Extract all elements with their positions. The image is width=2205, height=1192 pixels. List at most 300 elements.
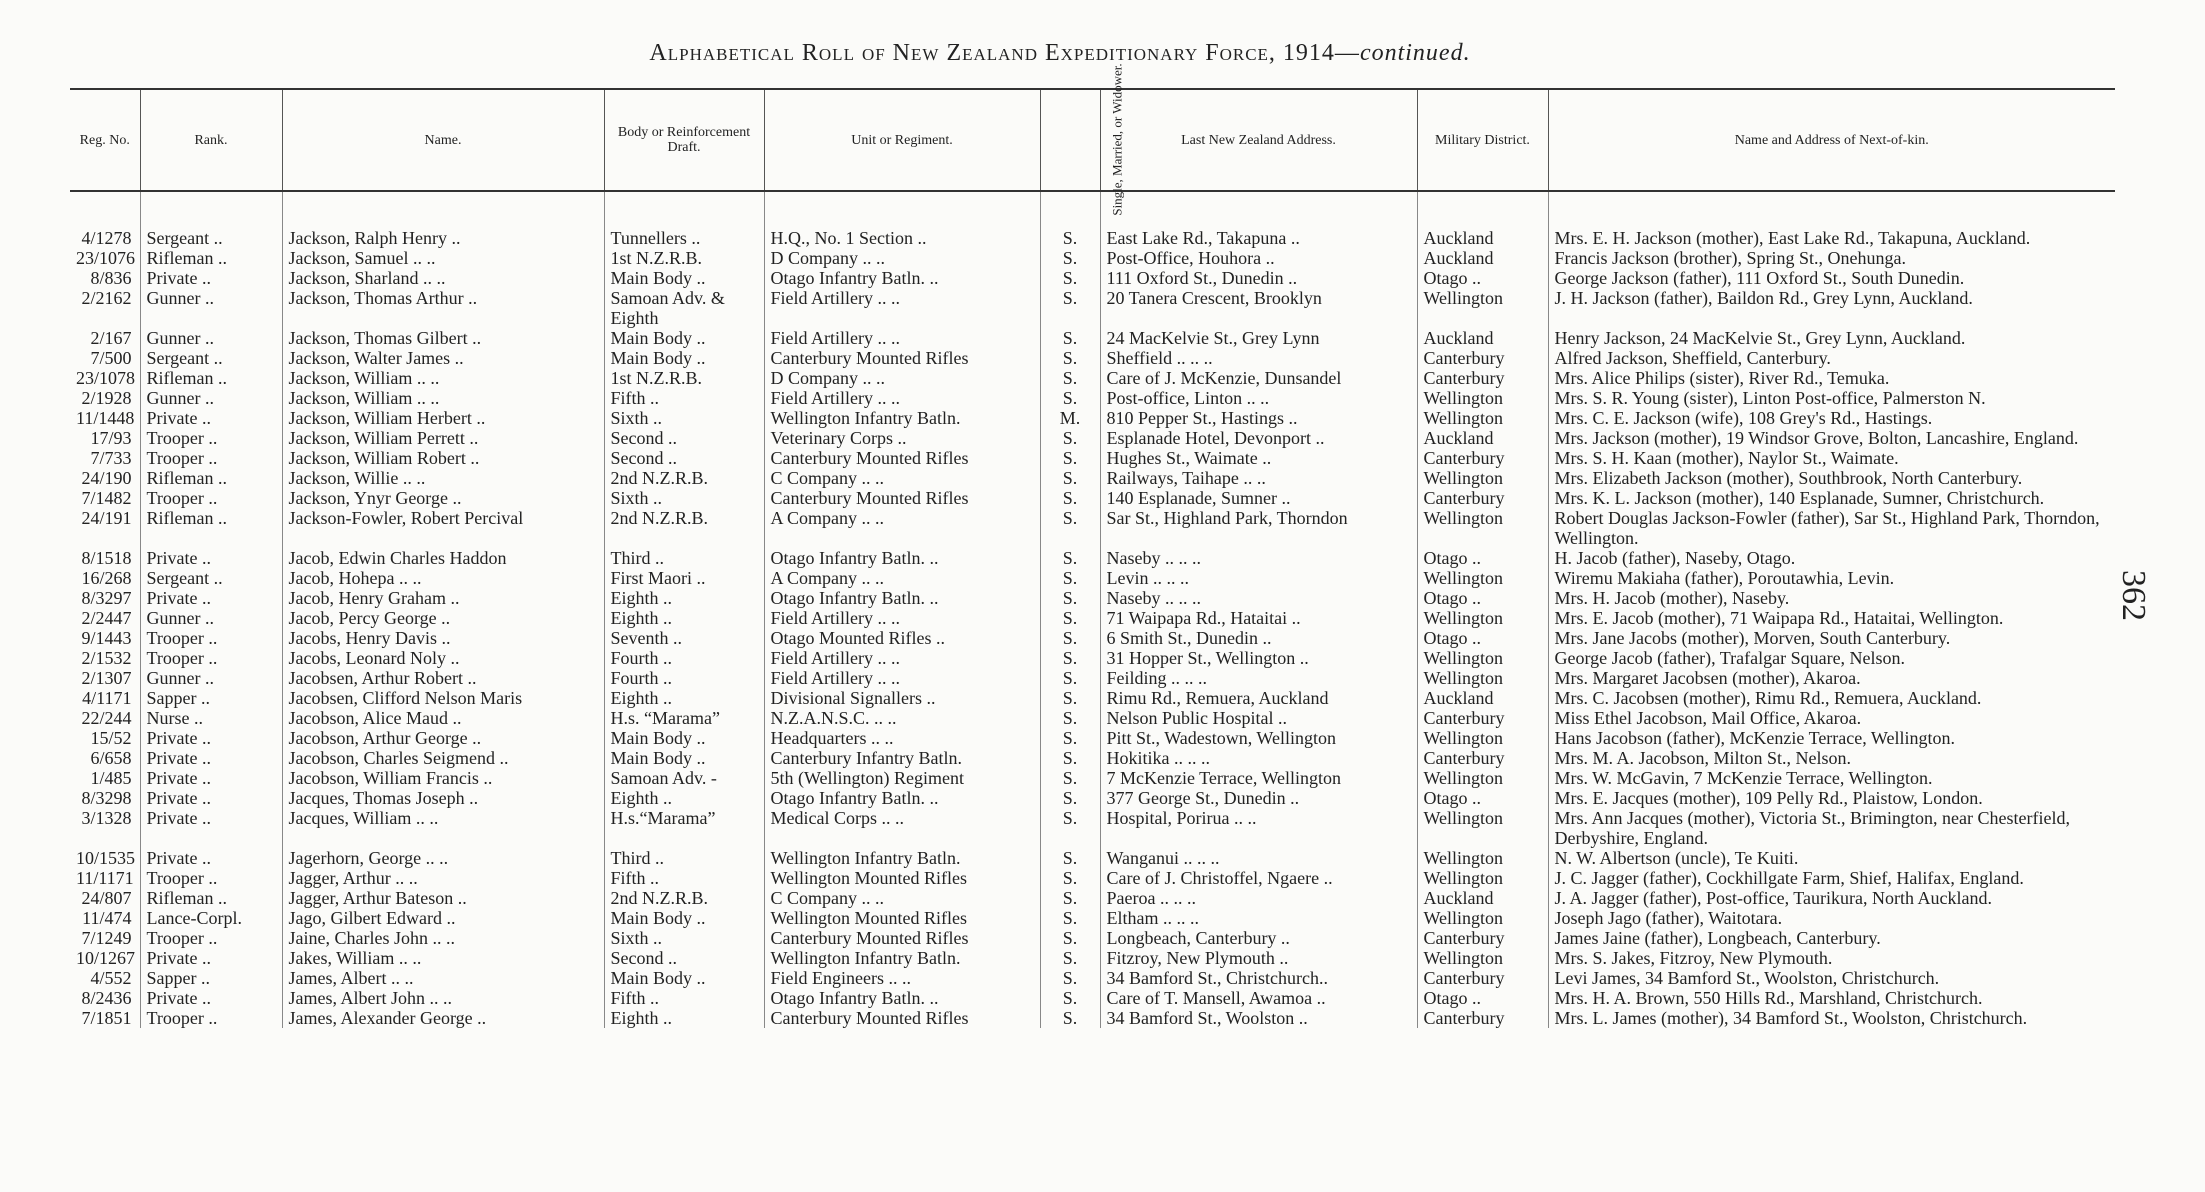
reg-no-cell: 4/1171: [82, 688, 132, 708]
rank-cell: Private ..: [140, 588, 282, 608]
table-row: [70, 388, 2115, 408]
reg-no-cell: 2/1307: [81, 668, 132, 688]
status-cell: S.: [1040, 268, 1100, 288]
rank-cell: Trooper ..: [140, 428, 282, 448]
unit-cell: Field Artillery .. ..: [764, 648, 1040, 668]
next-of-kin-cell: Mrs. C. Jacobsen (mother), Rimu Rd., Remuera, Auckland.: [1548, 688, 2115, 708]
next-of-kin-cell: James Jaine (father), Longbeach, Canterbury.: [1548, 928, 2115, 948]
district-cell: Canterbury: [1417, 1008, 1548, 1028]
district-cell: Canterbury: [1417, 968, 1548, 988]
next-of-kin-cell: Alfred Jackson, Sheffield, Canterbury.: [1548, 348, 2115, 368]
unit-cell: D Company .. ..: [764, 248, 1040, 268]
name-cell: Jagerhorn, George .. ..: [282, 848, 604, 868]
name-cell: Jacques, Thomas Joseph ..: [282, 788, 604, 808]
name-cell: Jackson, Walter James ..: [282, 348, 604, 368]
next-of-kin-cell: J. A. Jagger (father), Post-office, Taurikura, North Auckland.: [1548, 888, 2115, 908]
table-row: [70, 588, 2115, 608]
unit-cell: Field Engineers .. ..: [764, 968, 1040, 988]
table-row: [70, 888, 2115, 908]
district-cell: Wellington: [1417, 868, 1548, 888]
reg-no-cell: 3/1328: [81, 808, 132, 828]
address-cell: Post-office, Linton .. ..: [1100, 388, 1417, 408]
rank-cell: Trooper ..: [140, 928, 282, 948]
body-cell: Tunnellers ..: [604, 228, 764, 248]
next-of-kin-cell: George Jackson (father), 111 Oxford St., South Dunedin.: [1548, 268, 2115, 288]
rank-cell: Sapper ..: [140, 968, 282, 988]
next-of-kin-cell: Mrs. S. H. Kaan (mother), Naylor St., Waimate.: [1548, 448, 2115, 468]
district-cell: Wellington: [1417, 728, 1548, 748]
body-cell: Main Body ..: [604, 268, 764, 288]
name-cell: Jacobs, Henry Davis ..: [282, 628, 604, 648]
rank-cell: Private ..: [140, 988, 282, 1008]
status-cell: S.: [1040, 228, 1100, 248]
name-cell: Jackson, Thomas Arthur ..: [282, 288, 604, 328]
reg-no-cell: 4/1278: [81, 228, 132, 248]
reg-no-cell: 8/836: [90, 268, 132, 288]
reg-no-cell: 11/474: [82, 908, 132, 928]
body-cell: Fifth ..: [604, 388, 764, 408]
name-cell: Jacobsen, Clifford Nelson Maris: [282, 688, 604, 708]
name-cell: Jacobson, Alice Maud ..: [282, 708, 604, 728]
address-cell: 140 Esplanade, Sumner ..: [1100, 488, 1417, 508]
table-row: [70, 628, 2115, 648]
unit-cell: A Company .. ..: [764, 508, 1040, 548]
name-cell: Jaine, Charles John .. ..: [282, 928, 604, 948]
reg-no-cell: 2/167: [90, 328, 132, 348]
address-cell: Eltham .. .. ..: [1100, 908, 1417, 928]
address-cell: Wanganui .. .. ..: [1100, 848, 1417, 868]
address-cell: Fitzroy, New Plymouth ..: [1100, 948, 1417, 968]
district-cell: Otago ..: [1417, 988, 1548, 1008]
rank-cell: Gunner ..: [140, 388, 282, 408]
body-cell: 2nd N.Z.R.B.: [604, 888, 764, 908]
roll-table: [70, 63, 2115, 1028]
name-cell: Jacobs, Leonard Noly ..: [282, 648, 604, 668]
unit-cell: Wellington Mounted Rifles: [764, 868, 1040, 888]
rank-cell: Gunner ..: [140, 668, 282, 688]
district-cell: Otago ..: [1417, 268, 1548, 288]
unit-cell: Canterbury Mounted Rifles: [764, 448, 1040, 468]
unit-cell: H.Q., No. 1 Section ..: [764, 228, 1040, 248]
status-cell: S.: [1040, 448, 1100, 468]
next-of-kin-cell: Hans Jacobson (father), McKenzie Terrace, Wellington.: [1548, 728, 2115, 748]
table-row: [70, 788, 2115, 808]
next-of-kin-cell: Levi James, 34 Bamford St., Woolston, Christchurch.: [1548, 968, 2115, 988]
address-cell: Care of J. Christoffel, Ngaere ..: [1100, 868, 1417, 888]
name-cell: James, Albert John .. ..: [282, 988, 604, 1008]
body-cell: Seventh ..: [604, 628, 764, 648]
reg-no-cell: 22/244: [81, 708, 132, 728]
body-cell: Eighth ..: [604, 588, 764, 608]
name-cell: Jackson, Ralph Henry ..: [282, 228, 604, 248]
district-cell: Canterbury: [1417, 368, 1548, 388]
rank-cell: Private ..: [140, 808, 282, 848]
status-cell: S.: [1040, 428, 1100, 448]
district-cell: Wellington: [1417, 508, 1548, 548]
unit-cell: Otago Infantry Batln. ..: [764, 588, 1040, 608]
rank-cell: Trooper ..: [140, 1008, 282, 1028]
name-cell: Jackson, William Perrett ..: [282, 428, 604, 448]
header-row: [70, 89, 2115, 191]
reg-no-cell: 7/1482: [81, 488, 132, 508]
name-cell: Jacobson, William Francis ..: [282, 768, 604, 788]
address-cell: Post-Office, Houhora ..: [1100, 248, 1417, 268]
status-cell: S.: [1040, 628, 1100, 648]
district-cell: Wellington: [1417, 608, 1548, 628]
name-cell: Jackson-Fowler, Robert Percival: [282, 508, 604, 548]
reg-no-cell: 10/1535: [76, 848, 136, 868]
body-cell: Sixth ..: [604, 408, 764, 428]
table-row: [70, 508, 2115, 548]
rank-cell: Private ..: [140, 408, 282, 428]
table-row: [70, 708, 2115, 728]
name-cell: Jacob, Percy George ..: [282, 608, 604, 628]
address-cell: Care of J. McKenzie, Dunsandel: [1100, 368, 1417, 388]
status-cell: S.: [1040, 888, 1100, 908]
district-cell: Wellington: [1417, 848, 1548, 868]
table-row: [70, 648, 2115, 668]
rank-cell: Private ..: [140, 728, 282, 748]
rank-cell: Sapper ..: [140, 688, 282, 708]
unit-cell: Canterbury Mounted Rifles: [764, 928, 1040, 948]
address-cell: 810 Pepper St., Hastings ..: [1100, 408, 1417, 428]
district-cell: Otago ..: [1417, 628, 1548, 648]
unit-cell: Otago Infantry Batln. ..: [764, 268, 1040, 288]
next-of-kin-cell: Mrs. C. E. Jackson (wife), 108 Grey's Rd., Hastings.: [1548, 408, 2115, 428]
unit-cell: Field Artillery .. ..: [764, 668, 1040, 688]
status-cell: S.: [1040, 748, 1100, 768]
district-cell: Wellington: [1417, 388, 1548, 408]
status-cell: S.: [1040, 508, 1100, 548]
table-row: [70, 1008, 2115, 1028]
address-cell: Pitt St., Wadestown, Wellington: [1100, 728, 1417, 748]
table-row: [70, 868, 2115, 888]
name-cell: Jackson, William Robert ..: [282, 448, 604, 468]
table-row: [70, 408, 2115, 428]
address-cell: Hokitika .. .. ..: [1100, 748, 1417, 768]
address-cell: Feilding .. .. ..: [1100, 668, 1417, 688]
address-cell: Levin .. .. ..: [1100, 568, 1417, 588]
rank-cell: Gunner ..: [140, 608, 282, 628]
spacer-row: [70, 191, 2115, 228]
body-cell: Main Body ..: [604, 348, 764, 368]
reg-no-cell: 8/3298: [81, 788, 132, 808]
page-number: 362: [2115, 570, 2152, 621]
header-address: Last New Zealand Address.: [1100, 89, 1417, 191]
address-cell: 34 Bamford St., Woolston ..: [1100, 1008, 1417, 1028]
status-cell: S.: [1040, 648, 1100, 668]
status-cell: S.: [1040, 328, 1100, 348]
address-cell: Railways, Taihape .. ..: [1100, 468, 1417, 488]
next-of-kin-cell: Mrs. Elizabeth Jackson (mother), Southbrook, North Canterbury.: [1548, 468, 2115, 488]
unit-cell: Otago Infantry Batln. ..: [764, 788, 1040, 808]
name-cell: Jacob, Hohepa .. ..: [282, 568, 604, 588]
status-cell: S.: [1040, 948, 1100, 968]
status-cell: S.: [1040, 688, 1100, 708]
next-of-kin-cell: Henry Jackson, 24 MacKelvie St., Grey Lynn, Auckland.: [1548, 328, 2115, 348]
rank-cell: Nurse ..: [140, 708, 282, 728]
status-cell: S.: [1040, 468, 1100, 488]
table-row: [70, 248, 2115, 268]
body-cell: 1st N.Z.R.B.: [604, 368, 764, 388]
status-cell: S.: [1040, 348, 1100, 368]
unit-cell: Divisional Signallers ..: [764, 688, 1040, 708]
address-cell: 7 McKenzie Terrace, Wellington: [1100, 768, 1417, 788]
body-cell: Fourth ..: [604, 648, 764, 668]
address-cell: Sheffield .. .. ..: [1100, 348, 1417, 368]
status-cell: S.: [1040, 568, 1100, 588]
next-of-kin-cell: Mrs. K. L. Jackson (mother), 140 Esplanade, Sumner, Christchurch.: [1548, 488, 2115, 508]
next-of-kin-cell: Mrs. E. Jacques (mother), 109 Pelly Rd., Plaistow, London.: [1548, 788, 2115, 808]
rank-cell: Private ..: [140, 268, 282, 288]
next-of-kin-cell: J. C. Jagger (father), Cockhillgate Farm, Shief, Halifax, England.: [1548, 868, 2115, 888]
body-cell: Second ..: [604, 448, 764, 468]
next-of-kin-cell: Mrs. Margaret Jacobsen (mother), Akaroa.: [1548, 668, 2115, 688]
district-cell: Wellington: [1417, 288, 1548, 328]
status-cell: S.: [1040, 728, 1100, 748]
district-cell: Otago ..: [1417, 548, 1548, 568]
unit-cell: Wellington Infantry Batln.: [764, 848, 1040, 868]
unit-cell: Wellington Mounted Rifles: [764, 908, 1040, 928]
district-cell: Wellington: [1417, 408, 1548, 428]
body-cell: Third ..: [604, 848, 764, 868]
body-cell: 2nd N.Z.R.B.: [604, 468, 764, 488]
address-cell: 31 Hopper St., Wellington ..: [1100, 648, 1417, 668]
status-cell: S.: [1040, 548, 1100, 568]
unit-cell: Otago Mounted Rifles ..: [764, 628, 1040, 648]
name-cell: Jackson, Thomas Gilbert ..: [282, 328, 604, 348]
next-of-kin-cell: Mrs. H. A. Brown, 550 Hills Rd., Marshland, Christchurch.: [1548, 988, 2115, 1008]
status-cell: M.: [1040, 408, 1100, 428]
table-row: [70, 448, 2115, 468]
address-cell: 34 Bamford St., Christchurch..: [1100, 968, 1417, 988]
district-cell: Wellington: [1417, 568, 1548, 588]
reg-no-cell: 23/1078: [76, 368, 136, 388]
name-cell: Jagger, Arthur Bateson ..: [282, 888, 604, 908]
table-row: [70, 728, 2115, 748]
reg-no-cell: 7/1851: [81, 1008, 132, 1028]
table-row: [70, 668, 2115, 688]
name-cell: Jackson, Sharland .. ..: [282, 268, 604, 288]
header-body: Body or Reinforcement Draft.: [604, 89, 764, 191]
name-cell: Jacob, Edwin Charles Haddon: [282, 548, 604, 568]
name-cell: Jackson, William Herbert ..: [282, 408, 604, 428]
reg-no-cell: 11/1448: [76, 408, 135, 428]
unit-cell: C Company .. ..: [764, 468, 1040, 488]
name-cell: Jacobsen, Arthur Robert ..: [282, 668, 604, 688]
rank-cell: Private ..: [140, 548, 282, 568]
address-cell: Sar St., Highland Park, Thorndon: [1100, 508, 1417, 548]
unit-cell: Veterinary Corps ..: [764, 428, 1040, 448]
rank-cell: Private ..: [140, 848, 282, 868]
district-cell: Wellington: [1417, 468, 1548, 488]
district-cell: Wellington: [1417, 808, 1548, 848]
header-status-label: Single, Married, or Widower.: [1109, 63, 1125, 216]
table-row: [70, 228, 2115, 248]
name-cell: James, Alexander George ..: [282, 1008, 604, 1028]
status-cell: S.: [1040, 868, 1100, 888]
table-row: [70, 548, 2115, 568]
body-cell: H.s.“Marama”: [604, 808, 764, 848]
address-cell: Naseby .. .. ..: [1100, 548, 1417, 568]
rank-cell: Gunner ..: [140, 328, 282, 348]
address-cell: Nelson Public Hospital ..: [1100, 708, 1417, 728]
name-cell: Jackson, William .. ..: [282, 388, 604, 408]
unit-cell: 5th (Wellington) Regiment: [764, 768, 1040, 788]
district-cell: Canterbury: [1417, 448, 1548, 468]
reg-no-cell: 7/1249: [81, 928, 132, 948]
status-cell: S.: [1040, 588, 1100, 608]
unit-cell: Canterbury Mounted Rifles: [764, 488, 1040, 508]
table-row: [70, 428, 2115, 448]
address-cell: Hughes St., Waimate ..: [1100, 448, 1417, 468]
header-name: Name.: [282, 89, 604, 191]
next-of-kin-cell: Mrs. W. McGavin, 7 McKenzie Terrace, Wellington.: [1548, 768, 2115, 788]
next-of-kin-cell: Miss Ethel Jacobson, Mail Office, Akaroa.: [1548, 708, 2115, 728]
table-row: [70, 368, 2115, 388]
district-cell: Canterbury: [1417, 488, 1548, 508]
rank-cell: Rifleman ..: [140, 368, 282, 388]
district-cell: Otago ..: [1417, 788, 1548, 808]
table-row: [70, 488, 2115, 508]
unit-cell: Wellington Infantry Batln.: [764, 948, 1040, 968]
table-row: [70, 568, 2115, 588]
unit-cell: Field Artillery .. ..: [764, 608, 1040, 628]
reg-no-cell: 8/1518: [81, 548, 132, 568]
table-row: [70, 328, 2115, 348]
rank-cell: Rifleman ..: [140, 888, 282, 908]
district-cell: Auckland: [1417, 888, 1548, 908]
unit-cell: Canterbury Infantry Batln.: [764, 748, 1040, 768]
body-cell: Main Body ..: [604, 968, 764, 988]
address-cell: 24 MacKelvie St., Grey Lynn: [1100, 328, 1417, 348]
address-cell: 377 George St., Dunedin ..: [1100, 788, 1417, 808]
status-cell: S.: [1040, 848, 1100, 868]
title-prefix: Alphabetical Roll of New Zealand Expeditionary Force, 1914—: [649, 40, 1360, 66]
header-district: Military District.: [1417, 89, 1548, 191]
reg-no-cell: 23/1076: [76, 248, 136, 268]
district-cell: Wellington: [1417, 648, 1548, 668]
next-of-kin-cell: Mrs. E. H. Jackson (mother), East Lake Rd., Takapuna, Auckland.: [1548, 228, 2115, 248]
rank-cell: Trooper ..: [140, 448, 282, 468]
reg-no-cell: 2/1532: [81, 648, 132, 668]
table-row: [70, 608, 2115, 628]
rank-cell: Gunner ..: [140, 288, 282, 328]
status-cell: S.: [1040, 768, 1100, 788]
reg-no-cell: 4/552: [90, 968, 132, 988]
header-status: [1040, 63, 1125, 216]
body-cell: Fifth ..: [604, 988, 764, 1008]
name-cell: Jackson, Ynyr George ..: [282, 488, 604, 508]
body-cell: Third ..: [604, 548, 764, 568]
next-of-kin-cell: Francis Jackson (brother), Spring St., Onehunga.: [1548, 248, 2115, 268]
table-row: [70, 688, 2115, 708]
header-next-of-kin: Name and Address of Next-of-kin.: [1548, 89, 2115, 191]
status-cell: S.: [1040, 788, 1100, 808]
body-cell: Eighth ..: [604, 688, 764, 708]
rank-cell: Trooper ..: [140, 488, 282, 508]
status-cell: S.: [1040, 928, 1100, 948]
rank-cell: Rifleman ..: [140, 508, 282, 548]
status-cell: S.: [1040, 368, 1100, 388]
name-cell: Jakes, William .. ..: [282, 948, 604, 968]
body-cell: Eighth ..: [604, 608, 764, 628]
district-cell: Wellington: [1417, 668, 1548, 688]
body-cell: H.s. “Marama”: [604, 708, 764, 728]
reg-no-cell: 17/93: [90, 428, 132, 448]
reg-no-cell: 2/2162: [81, 288, 132, 308]
address-cell: Care of T. Mansell, Awamoa ..: [1100, 988, 1417, 1008]
table-row: [70, 748, 2115, 768]
unit-cell: Wellington Infantry Batln.: [764, 408, 1040, 428]
unit-cell: N.Z.A.N.S.C. .. ..: [764, 708, 1040, 728]
district-cell: Canterbury: [1417, 708, 1548, 728]
unit-cell: Headquarters .. ..: [764, 728, 1040, 748]
district-cell: Auckland: [1417, 428, 1548, 448]
status-cell: S.: [1040, 668, 1100, 688]
district-cell: Canterbury: [1417, 748, 1548, 768]
reg-no-cell: 7/500: [90, 348, 132, 368]
table-row: [70, 268, 2115, 288]
reg-no-cell: 24/190: [81, 468, 132, 488]
unit-cell: Field Artillery .. ..: [764, 328, 1040, 348]
unit-cell: C Company .. ..: [764, 888, 1040, 908]
body-cell: Eighth ..: [604, 1008, 764, 1028]
body-cell: 2nd N.Z.R.B.: [604, 508, 764, 548]
status-cell: S.: [1040, 708, 1100, 728]
address-cell: 71 Waipapa Rd., Hataitai ..: [1100, 608, 1417, 628]
address-cell: 20 Tanera Crescent, Brooklyn: [1100, 288, 1417, 328]
status-cell: S.: [1040, 988, 1100, 1008]
unit-cell: Medical Corps .. ..: [764, 808, 1040, 848]
next-of-kin-cell: Mrs. S. R. Young (sister), Linton Post-office, Palmerston N.: [1548, 388, 2115, 408]
name-cell: James, Albert .. ..: [282, 968, 604, 988]
address-cell: 6 Smith St., Dunedin ..: [1100, 628, 1417, 648]
table-row: [70, 288, 2115, 328]
reg-no-cell: 11/1171: [76, 868, 134, 888]
district-cell: Wellington: [1417, 908, 1548, 928]
table-row: [70, 968, 2115, 988]
status-cell: S.: [1040, 968, 1100, 988]
reg-no-cell: 2/2447: [81, 608, 132, 628]
next-of-kin-cell: Mrs. E. Jacob (mother), 71 Waipapa Rd., Hataitai, Wellington.: [1548, 608, 2115, 628]
rank-cell: Trooper ..: [140, 648, 282, 668]
unit-cell: A Company .. ..: [764, 568, 1040, 588]
address-cell: Rimu Rd., Remuera, Auckland: [1100, 688, 1417, 708]
table-row: [70, 988, 2115, 1008]
address-cell: Hospital, Porirua .. ..: [1100, 808, 1417, 848]
roll-body: [70, 191, 2115, 1028]
reg-no-cell: 7/733: [90, 448, 132, 468]
body-cell: Main Body ..: [604, 328, 764, 348]
body-cell: Sixth ..: [604, 928, 764, 948]
rank-cell: Sergeant ..: [140, 228, 282, 248]
unit-cell: Canterbury Mounted Rifles: [764, 1008, 1040, 1028]
body-cell: Second ..: [604, 948, 764, 968]
header-unit: Unit or Regiment.: [764, 89, 1040, 191]
header-reg-no: Reg. No.: [70, 89, 140, 191]
body-cell: Main Body ..: [604, 728, 764, 748]
unit-cell: Canterbury Mounted Rifles: [764, 348, 1040, 368]
district-cell: Wellington: [1417, 948, 1548, 968]
reg-no-cell: 1/485: [90, 768, 132, 788]
rank-cell: Private ..: [140, 768, 282, 788]
address-cell: Paeroa .. .. ..: [1100, 888, 1417, 908]
next-of-kin-cell: Mrs. Jane Jacobs (mother), Morven, South Canterbury.: [1548, 628, 2115, 648]
rank-cell: Lance-Corpl.: [140, 908, 282, 928]
page-title: [0, 40, 2120, 67]
name-cell: Jackson, Samuel .. ..: [282, 248, 604, 268]
